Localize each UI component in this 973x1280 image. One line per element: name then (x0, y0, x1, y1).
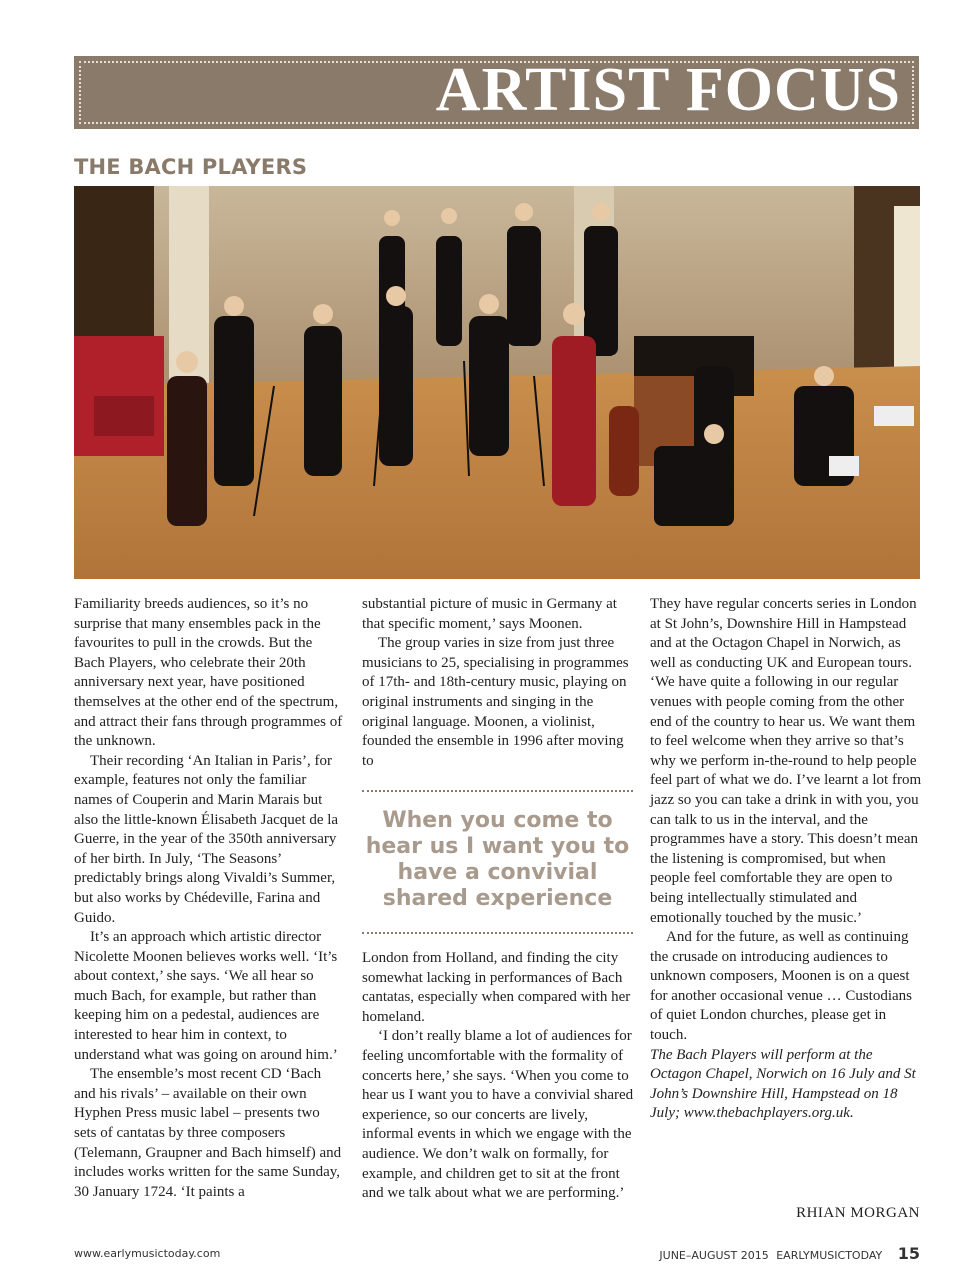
pull-quote-text: When you come to hear us I want you to have a convivial shared experience (365, 808, 630, 911)
footer-right (659, 1244, 920, 1263)
paragraph: Their recording ‘An Italian in Paris’, for example, features not only the familiar names of Couperin and Marin Marais but also the little-known Élisabeth Jacquet de la Guerre, in the year of the 350th anniversary of her birth. In July, ‘The Seasons’ predictably brings along Vivaldi’s Summer, but also works by Chédeville, Farina and Guido. (74, 752, 339, 926)
paragraph: substantial picture of music in Germany at that specific moment,’ says Moonen. (362, 596, 617, 632)
page-number: 15 (897, 1244, 920, 1263)
article-column-1 (74, 595, 346, 1202)
footer-issue: JUNE–AUGUST 2015 (659, 1249, 769, 1262)
footer-website: www.earlymusictoday.com (74, 1247, 221, 1260)
footer-publication: EARLYMUSICTODAY (776, 1249, 883, 1262)
paragraph: The ensemble’s most recent CD ‘Bach and his rivals’ – available on their own Hyphen Press music label – presents two sets of cantatas by three composers (Telemann, Graupner and Bach himself) and includes works written for the same Sunday, 30 January 1724. ‘It paints a (74, 1066, 342, 1200)
article-column-2-top (362, 595, 634, 771)
concert-photo (74, 186, 920, 579)
byline: RHIAN MORGAN (796, 1205, 920, 1221)
banner-title: ARTIST FOCUS (435, 56, 901, 124)
paragraph: And for the future, as well as continuing the crusade on introducing audiences to unknown composers, Moonen is on a quest for another occasional venue … Custodians of quiet London churches, please get in touch. (650, 929, 913, 1044)
paragraph: London from Holland, and finding the city somewhat lacking in performances of Bach cantatas, especially when compared with her homeland. (362, 950, 631, 1025)
section-title: THE BACH PLAYERS (74, 155, 308, 179)
concert-photo-icon (74, 186, 920, 579)
paragraph: They have regular concerts series in London at St John’s, Downshire Hill in Hampstead and at the Octagon Chapel in Norwich, as well as conducting UK and European tours. ‘We have quite a following in our regular venues with people coming from the other end of the country to hear us. We want them to feel welcome when they arrive so that’s why we perform in-the-round to help people feel part of what we do. I’ve learnt a lot from jazz so you can take a drink in with you, you can talk to us in the interval, and the programmes have a story. This doesn’t mean the listening is compromised, but when people feel comfortable they are open to being intellectually stimulated and emotionally touched by the music.’ (650, 596, 922, 926)
pull-quote (362, 790, 633, 934)
event-note: The Bach Players will perform at the Octagon Chapel, Norwich on 16 July and St John’s Downshire Hill, Hampstead on 18 July; www.thebachplayers.org.uk. (650, 1046, 916, 1122)
paragraph: The group varies in size from just three musicians to 25, specialising in programmes of 17th- and 18th-century music, playing on original instruments and singing in the original language. Moonen, a violinist, founded the ensemble in 1996 after moving to (362, 635, 629, 769)
article-column-2-bottom (362, 949, 634, 1204)
paragraph: It’s an approach which artistic director Nicolette Moonen believes works well. ‘It’s about context,’ she says. ‘We all hear so much Bach, for example, but rather than keeping him on a pedestal, audiences are interested to hear him in context, to understand what was going on around him.’ (74, 929, 338, 1063)
header-banner (74, 56, 919, 129)
paragraph: Familiarity breeds audiences, so it’s no surprise that many ensembles pack in the favourites to pull in the crowds. But the Bach Players, who celebrate their 20th anniversary next year, have positioned themselves at the other end of the spectrum, and attract their fans through programmes of the unknown. (74, 596, 343, 750)
article-column-3 (650, 595, 922, 1124)
paragraph: ‘I don’t really blame a lot of audiences for feeling uncomfortable with the formality of concerts here,’ she says. ‘When you come to hear us I want you to have a convivial shared experience, so our concerts are lively, informal events in which we engage with the audience. We don’t walk on formally, for example, and children get to sit at the front and we talk about what we are performing.’ (362, 1028, 634, 1202)
